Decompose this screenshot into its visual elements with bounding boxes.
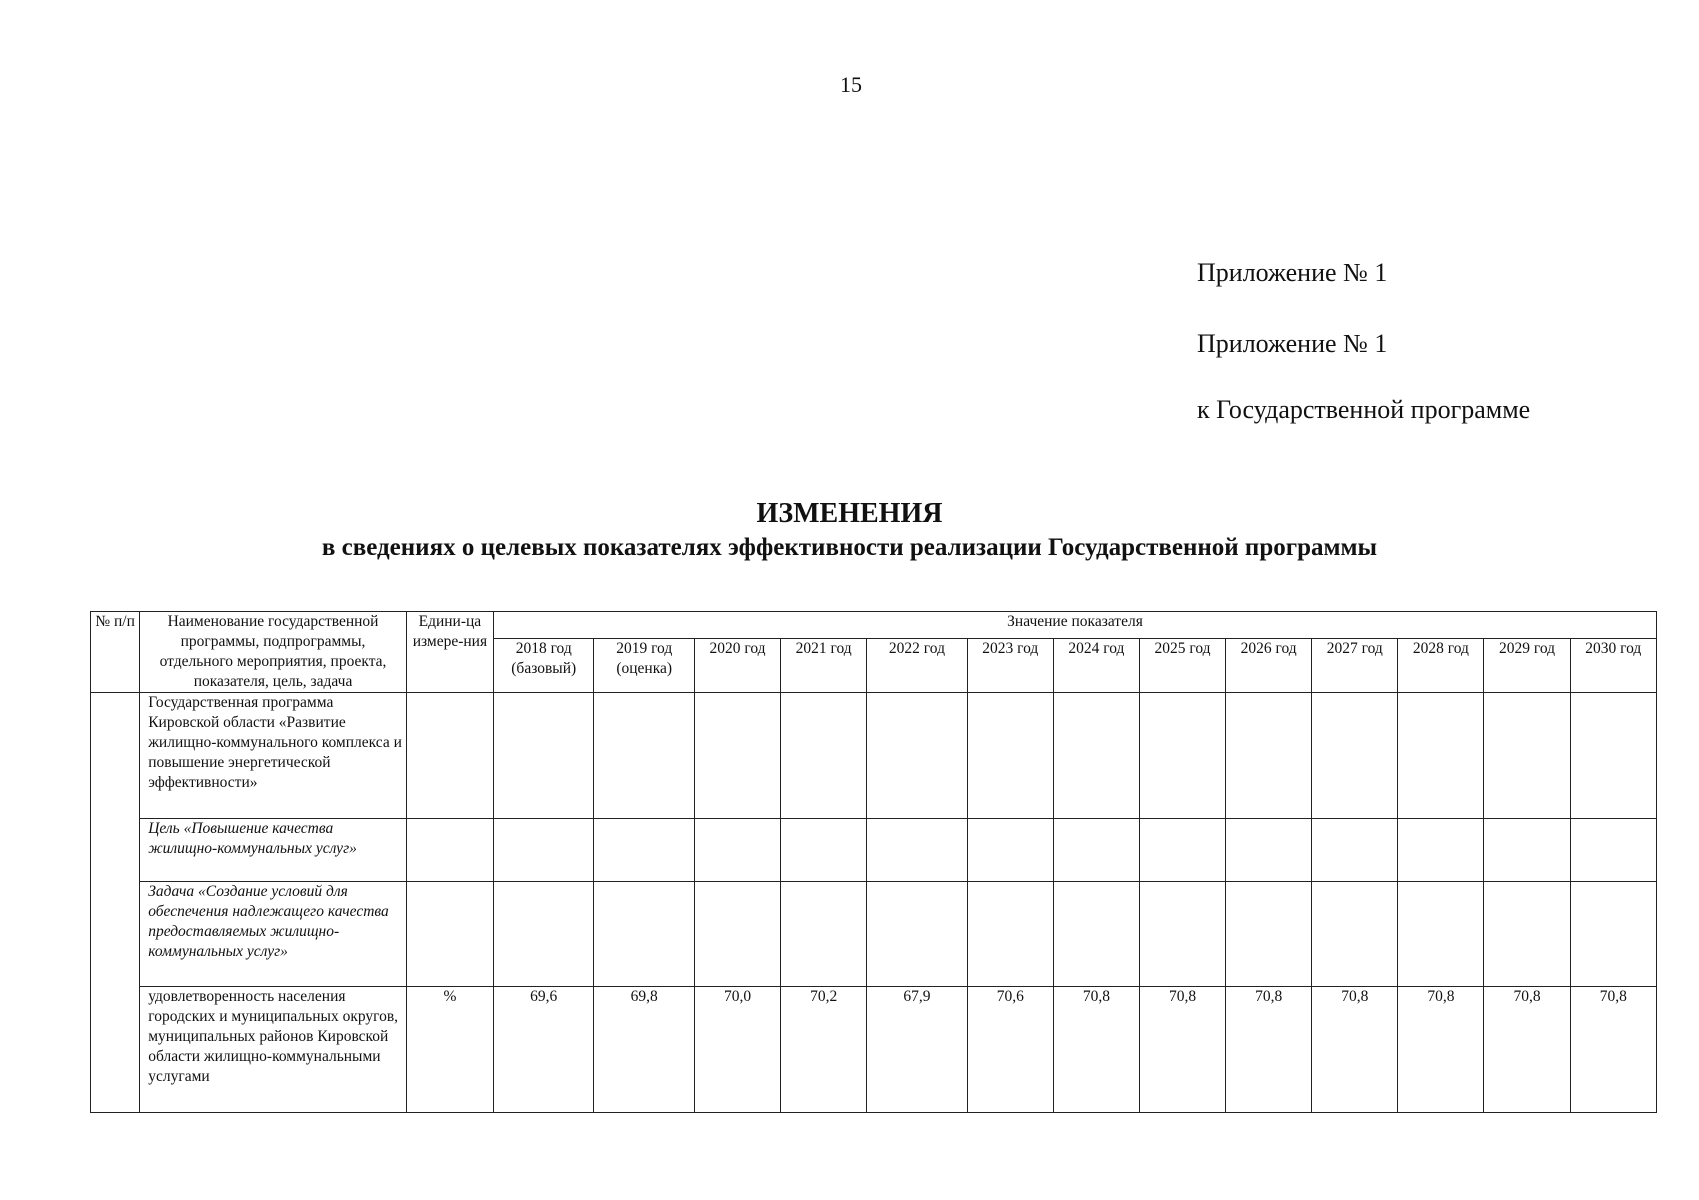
value-cell — [781, 819, 867, 882]
header-value-group: Значение показателя — [493, 612, 1656, 639]
value-cell: 70,8 — [1398, 987, 1484, 1113]
value-cell — [1312, 693, 1398, 819]
indicators-table — [90, 611, 1657, 1113]
value-cell — [493, 882, 593, 987]
value-cell — [967, 819, 1053, 882]
row-name-goal: Цель «Повышение качества жилищно-коммунальных услуг» — [140, 819, 407, 882]
header-year: 2018 год (базовый) — [493, 639, 593, 693]
document-subtitle: в сведениях о целевых показателях эффективности реализации Государственной программы — [321, 534, 1378, 561]
appendix-label: Приложение № 1 — [1197, 258, 1388, 287]
value-cell — [1570, 882, 1656, 987]
value-cell — [1570, 819, 1656, 882]
header-year: 2019 год (оценка) — [594, 639, 694, 693]
value-cell — [1053, 819, 1139, 882]
header-year: 2030 год — [1570, 639, 1656, 693]
value-cell — [1226, 882, 1312, 987]
header-year: 2022 год — [867, 639, 967, 693]
value-cell — [1312, 882, 1398, 987]
value-cell — [1053, 693, 1139, 819]
header-name: Наименование государственной программы, подпрограммы, отдельного мероприятия, проекта, показателя, цель, задача — [140, 612, 407, 693]
value-cell — [1226, 819, 1312, 882]
value-cell: 70,2 — [781, 987, 867, 1113]
value-cell — [1398, 882, 1484, 987]
value-cell — [867, 882, 967, 987]
value-cell — [694, 882, 780, 987]
value-cell — [594, 882, 694, 987]
appendix-label-repeat: Приложение № 1 — [1197, 329, 1388, 358]
header-year: 2026 год — [1226, 639, 1312, 693]
document-title: ИЗМЕНЕНИЯ — [756, 498, 943, 529]
row-name-indicator: удовлетворенность населения городских и муниципальных округов, муниципальных районов Кировской области жилищно-коммунальными услугами — [140, 987, 407, 1113]
value-cell — [1398, 693, 1484, 819]
value-cell — [594, 693, 694, 819]
row-unit — [406, 819, 493, 882]
value-cell — [781, 693, 867, 819]
value-cell: 70,8 — [1484, 987, 1570, 1113]
value-cell: 70,8 — [1226, 987, 1312, 1113]
value-cell — [493, 693, 593, 819]
value-cell — [867, 693, 967, 819]
value-cell — [1570, 693, 1656, 819]
header-year: 2023 год — [967, 639, 1053, 693]
value-cell — [694, 693, 780, 819]
row-number-cell — [91, 693, 140, 1113]
value-cell — [1484, 693, 1570, 819]
value-cell: 70,8 — [1570, 987, 1656, 1113]
header-year: 2020 год — [694, 639, 780, 693]
value-cell — [1053, 882, 1139, 987]
header-year: 2027 год — [1312, 639, 1398, 693]
value-cell — [967, 693, 1053, 819]
table-row — [91, 819, 1657, 882]
value-cell — [1312, 819, 1398, 882]
value-cell: 69,8 — [594, 987, 694, 1113]
value-cell: 70,6 — [967, 987, 1053, 1113]
row-unit — [406, 693, 493, 819]
value-cell: 70,8 — [1139, 987, 1225, 1113]
header-number: № п/п — [91, 612, 140, 693]
value-cell — [1139, 882, 1225, 987]
header-year: 2021 год — [781, 639, 867, 693]
header-unit: Едини-ца измере-ния — [406, 612, 493, 693]
value-cell: 67,9 — [867, 987, 967, 1113]
value-cell — [781, 882, 867, 987]
row-name-program: Государственная программа Кировской области «Развитие жилищно-коммунального комплекса и повышение энергетической эффективности» — [140, 693, 407, 819]
value-cell — [1484, 882, 1570, 987]
page-number: 15 — [840, 72, 862, 97]
table-row — [91, 882, 1657, 987]
header-year: 2028 год — [1398, 639, 1484, 693]
table-row — [91, 987, 1657, 1113]
table-header-row — [91, 612, 1657, 639]
header-year: 2024 год — [1053, 639, 1139, 693]
value-cell: 70,8 — [1053, 987, 1139, 1113]
value-cell — [493, 819, 593, 882]
value-cell: 70,8 — [1312, 987, 1398, 1113]
value-cell — [867, 819, 967, 882]
value-cell — [594, 819, 694, 882]
table-row — [91, 693, 1657, 819]
value-cell — [967, 882, 1053, 987]
value-cell — [1139, 819, 1225, 882]
header-year: 2029 год — [1484, 639, 1570, 693]
value-cell — [694, 819, 780, 882]
row-name-task: Задача «Создание условий для обеспечения надлежащего качества предоставляемых жилищно-коммунальных услуг» — [140, 882, 407, 987]
appendix-reference: к Государственной программе — [1197, 395, 1531, 424]
value-cell — [1139, 693, 1225, 819]
row-unit: % — [406, 987, 493, 1113]
value-cell: 69,6 — [493, 987, 593, 1113]
value-cell: 70,0 — [694, 987, 780, 1113]
value-cell — [1398, 819, 1484, 882]
value-cell — [1226, 693, 1312, 819]
row-unit — [406, 882, 493, 987]
header-year: 2025 год — [1139, 639, 1225, 693]
value-cell — [1484, 819, 1570, 882]
